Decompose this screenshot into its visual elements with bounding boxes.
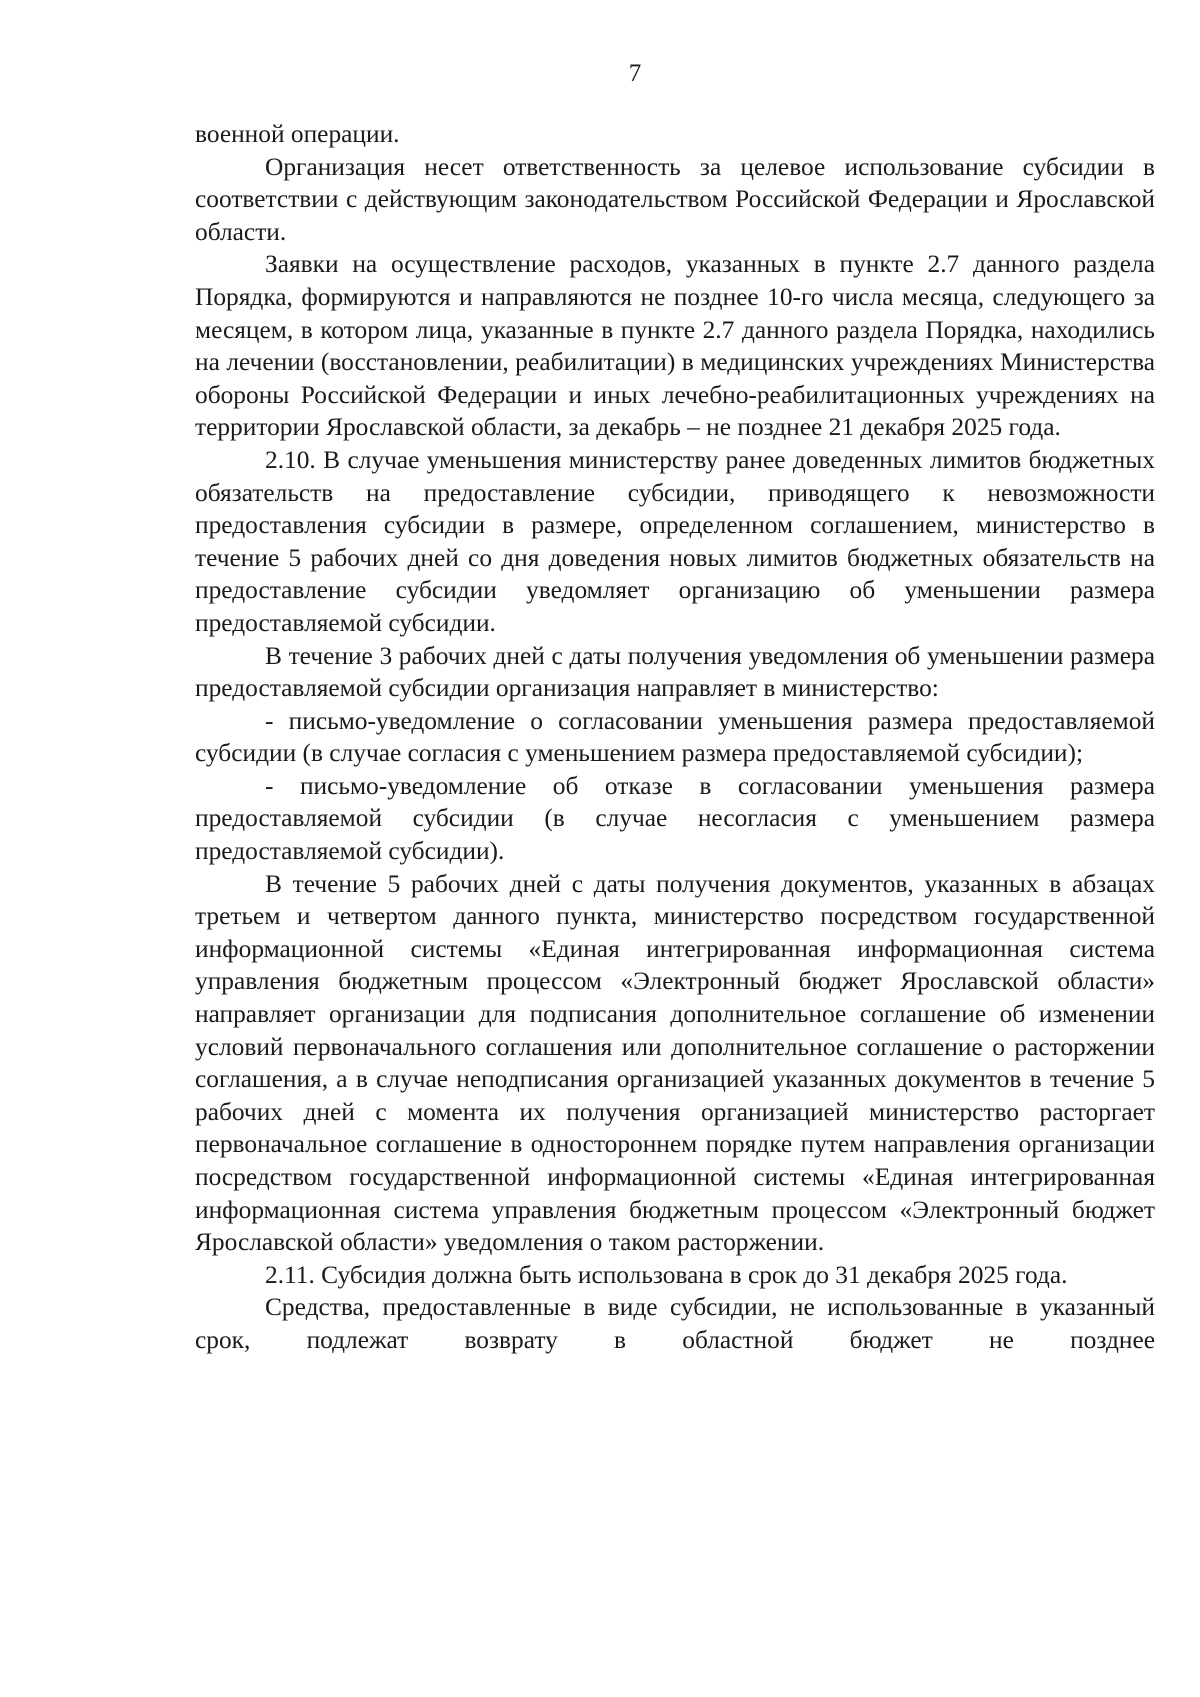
- paragraph-notification: В течение 3 рабочих дней с даты получения уведомления об уменьшении размера предоставляемой субсидии организация направляет в министерство:: [195, 641, 1155, 703]
- paragraph-requests: Заявки на осуществление расходов, указанных в пункте 2.7 данного раздела Порядка, формируются и направляются не позднее 10-го числа месяца, следующего за месяцем, в котором лица, указанные в пункте 2.7 данного раздела Порядка, находились на лечении (восстановлении, реабилитации) в медицинских учреждениях Министерства обороны Российской Федерации и иных лечебно-реабилитационных учреждениях на территории Ярославской области, за декабрь – не позднее 21 декабря 2025 года.: [195, 250, 1155, 442]
- page-number: 7: [628, 60, 642, 87]
- list-item-refusal-letter: - письмо-уведомление об отказе в согласовании уменьшения размера предоставляемой субсидии (в случае несогласия с уменьшением размера предоставляемой субсидии).: [195, 771, 1155, 866]
- list-item-agreement-letter: - письмо-уведомление о согласовании уменьшения размера предоставляемой субсидии (в случае согласия с уменьшением размера предоставляемой субсидии);: [195, 706, 1155, 768]
- paragraph-2-11: 2.11. Субсидия должна быть использована в срок до 31 декабря 2025 года.: [265, 1260, 1068, 1289]
- paragraph-responsibility: Организация несет ответственность за целевое использование субсидии в соответствии с действующим законодательством Российской Федерации и Ярославской области.: [195, 152, 1155, 246]
- paragraph-continuation: военной операции.: [195, 120, 400, 148]
- document-body: [195, 118, 1155, 1357]
- paragraph-2-10: 2.10. В случае уменьшения министерству ранее доведенных лимитов бюджетных обязательств на предоставление субсидии, приводящего к невозможности предоставления субсидии в размере, определенном соглашением, министерство в течение 5 рабочих дней со дня доведения новых лимитов бюджетных обязательств на предоставление субсидии уведомляет организацию об уменьшении размера предоставляемой субсидии.: [195, 445, 1155, 637]
- paragraph-electronic-budget: В течение 5 рабочих дней с даты получения документов, указанных в абзацах третьем и четвертом данного пункта, министерство посредством государственной информационной системы «Единая интегрированная информационная система управления бюджетным процессом «Электронный бюджет Ярославской области» направляет организации для подписания дополнительное соглашение об изменении условий первоначального соглашения или дополнительное соглашение о расторжении соглашения, а в случае неподписания организацией указанных документов в течение 5 рабочих дней с момента их получения организацией министерство расторгает первоначальное соглашение в одностороннем порядке путем направления организации посредством государственной информационной системы «Единая интегрированная информационная система управления бюджетным процессом «Электронный бюджет Ярославской области» уведомления о таком расторжении.: [195, 869, 1155, 1257]
- paragraph-funds-return: Средства, предоставленные в виде субсидии, не использованные в указанный срок, подлежат возврату в областной бюджет не позднее: [195, 1293, 1155, 1354]
